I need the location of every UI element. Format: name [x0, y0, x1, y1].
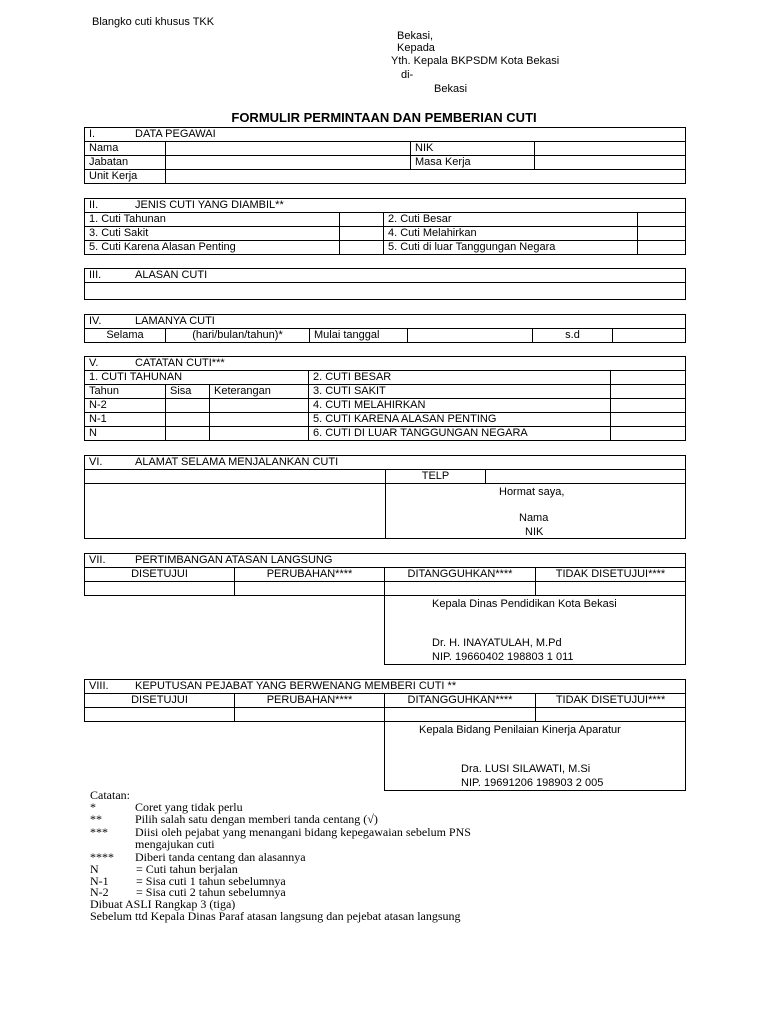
section-catatan-cuti: [84, 356, 686, 441]
sisa-field[interactable]: [166, 427, 210, 441]
section-pertimbangan: [84, 553, 686, 665]
signature-area: [386, 484, 686, 539]
hormat-label: Hormat saya,: [499, 486, 565, 498]
notes-title: Catatan:: [90, 788, 130, 802]
perubahan-header: PERUBAHAN****: [235, 568, 385, 582]
approver-signature-area: [385, 596, 686, 665]
kepada-label: Kepada: [397, 42, 435, 54]
alamat-field[interactable]: [85, 470, 386, 484]
nik-label: NIK: [411, 142, 535, 156]
note-row: * Coret yang tidak perlu: [90, 800, 243, 814]
rangkap-note: Dibuat ASLI Rangkap 3 (tiga): [90, 897, 236, 911]
unit-kerja-label: Unit Kerja: [85, 170, 166, 184]
nama-label: Nama: [85, 142, 166, 156]
section-header: VI. ALAMAT SELAMA MENJALANKAN CUTI: [85, 456, 686, 470]
catatan-label: 2. CUTI BESAR: [309, 371, 611, 385]
unit-kerja-field[interactable]: [166, 170, 686, 184]
disetujui-header: DISETUJUI: [85, 568, 235, 582]
official-signature-area: [385, 722, 686, 791]
mulai-tanggal-field[interactable]: [408, 329, 533, 343]
cuti-type-label: 5. Cuti Karena Alasan Penting: [85, 241, 340, 255]
approver-nip: NIP. 19660402 198803 1 011: [432, 651, 574, 663]
catatan-field[interactable]: [611, 371, 686, 385]
approver-name: Dr. H. INAYATULAH, M.Pd: [432, 637, 562, 649]
nik-field[interactable]: [535, 142, 686, 156]
catatan-label: 3. CUTI SAKIT: [309, 385, 611, 399]
section-header: II. JENIS CUTI YANG DIAMBIL**: [85, 199, 686, 213]
satuan-field[interactable]: (hari/bulan/tahun)*: [166, 329, 310, 343]
section-keputusan: [84, 679, 686, 791]
catatan-label: 6. CUTI DI LUAR TANGGUNGAN NEGARA: [309, 427, 611, 441]
official-nip: NIP. 19691206 198903 2 005: [461, 777, 604, 789]
perubahan-field[interactable]: [235, 582, 385, 596]
sd-label: s.d: [533, 329, 613, 343]
checkbox-cell[interactable]: [340, 213, 384, 227]
note-row: N = Cuti tahun berjalan: [90, 862, 238, 876]
section-header: IV. LAMANYA CUTI: [85, 315, 686, 329]
checkbox-cell[interactable]: [638, 241, 686, 255]
tahun-n1-label: N-1: [85, 413, 166, 427]
telp-field[interactable]: [486, 470, 686, 484]
masa-kerja-field[interactable]: [535, 156, 686, 170]
perubahan-header: PERUBAHAN****: [235, 694, 385, 708]
catatan-label: 5. CUTI KARENA ALASAN PENTING: [309, 413, 611, 427]
section-lamanya-cuti: [84, 314, 686, 343]
page-title: FORMULIR PERMINTAAN DAN PEMBERIAN CUTI: [231, 110, 537, 125]
sisa-field[interactable]: [166, 413, 210, 427]
signer-nik-label: NIK: [525, 526, 544, 538]
alamat-field-2[interactable]: [85, 484, 386, 539]
section-header: III. ALASAN CUTI: [85, 269, 686, 283]
sisa-header: Sisa: [166, 385, 210, 399]
jabatan-label: Jabatan: [85, 156, 166, 170]
cuti-type-label: 5. Cuti di luar Tanggungan Negara: [384, 241, 638, 255]
perubahan-field[interactable]: [235, 708, 385, 722]
note-row: N-1 = Sisa cuti 1 tahun sebelumnya: [90, 874, 286, 888]
catatan-field[interactable]: [611, 427, 686, 441]
note-row: mengajukan cuti: [135, 837, 215, 851]
tidak-disetujui-field[interactable]: [536, 708, 686, 722]
tidak-disetujui-header: TIDAK DISETUJUI****: [536, 694, 686, 708]
section-header: I. DATA PEGAWAI: [85, 128, 686, 142]
tidak-disetujui-field[interactable]: [536, 582, 686, 596]
cuti-type-label: 4. Cuti Melahirkan: [384, 227, 638, 241]
note-row: **** Diberi tanda centang dan alasannya: [90, 850, 306, 864]
catatan-field[interactable]: [611, 385, 686, 399]
catatan-field[interactable]: [611, 399, 686, 413]
checkbox-cell[interactable]: [340, 227, 384, 241]
tidak-disetujui-header: TIDAK DISETUJUI****: [536, 568, 686, 582]
checkbox-cell[interactable]: [638, 227, 686, 241]
jabatan-field[interactable]: [166, 156, 411, 170]
tahun-n2-label: N-2: [85, 399, 166, 413]
section-data-pegawai: [84, 127, 686, 184]
form-label: Blangko cuti khusus TKK: [92, 16, 215, 28]
ditangguhkan-field[interactable]: [385, 582, 536, 596]
section-header: VII. PERTIMBANGAN ATASAN LANGSUNG: [85, 554, 686, 568]
catatan-label: 4. CUTI MELAHIRKAN: [309, 399, 611, 413]
disetujui-field[interactable]: [85, 708, 235, 722]
place-label: Bekasi,: [397, 30, 434, 42]
checkbox-cell[interactable]: [638, 213, 686, 227]
nama-field[interactable]: [166, 142, 411, 156]
disetujui-header: DISETUJUI: [85, 694, 235, 708]
section-header: V. CATATAN CUTI***: [85, 357, 686, 371]
section-alamat: [84, 455, 686, 539]
official-title: Kepala Bidang Penilaian Kinerja Aparatur: [419, 724, 621, 736]
checkbox-cell[interactable]: [340, 241, 384, 255]
tahun-n-label: N: [85, 427, 166, 441]
alasan-field[interactable]: [85, 283, 686, 300]
ditangguhkan-header: DITANGGUHKAN****: [385, 694, 536, 708]
keterangan-field[interactable]: [210, 399, 309, 413]
ditangguhkan-header: DITANGGUHKAN****: [385, 568, 536, 582]
signer-name-label: Nama: [519, 512, 549, 524]
keterangan-field[interactable]: [210, 413, 309, 427]
disetujui-field[interactable]: [85, 582, 235, 596]
di-label: di-: [401, 69, 414, 81]
keterangan-field[interactable]: [210, 427, 309, 441]
cuti-type-label: 1. Cuti Tahunan: [85, 213, 340, 227]
selama-label: Selama: [85, 329, 166, 343]
cuti-type-label: 3. Cuti Sakit: [85, 227, 340, 241]
sebelum-note: Sebelum ttd Kepala Dinas Paraf atasan langsung dan pejebat atasan langsung: [90, 909, 461, 923]
recipient-label: Yth. Kepala BKPSDM Kota Bekasi: [391, 55, 560, 67]
note-row: *** Diisi oleh pejabat yang menangani bidang kepegawaian sebelum PNS: [90, 825, 471, 839]
sisa-field[interactable]: [166, 399, 210, 413]
telp-label: TELP: [386, 470, 486, 484]
ditangguhkan-field[interactable]: [385, 708, 536, 722]
sampai-tanggal-field[interactable]: [613, 329, 686, 343]
masa-kerja-label: Masa Kerja: [411, 156, 535, 170]
approver-title: Kepala Dinas Pendidikan Kota Bekasi: [432, 598, 617, 610]
city-label: Bekasi: [434, 83, 468, 95]
section-header: VIII. KEPUTUSAN PEJABAT YANG BERWENANG MEMBERI CUTI **: [85, 680, 686, 694]
section-jenis-cuti: [84, 198, 686, 255]
note-row: N-2 = Sisa cuti 2 tahun sebelumnya: [90, 885, 286, 899]
keterangan-header: Keterangan: [210, 385, 309, 399]
cuti-tahunan-label: 1. CUTI TAHUNAN: [85, 371, 309, 385]
note-row: ** Pilih salah satu dengan memberi tanda centang (√): [90, 812, 378, 826]
cuti-type-label: 2. Cuti Besar: [384, 213, 638, 227]
mulai-tanggal-label: Mulai tanggal: [310, 329, 408, 343]
official-name: Dra. LUSI SILAWATI, M.Si: [461, 763, 591, 775]
section-alasan-cuti: [84, 268, 686, 300]
catatan-field[interactable]: [611, 413, 686, 427]
tahun-header: Tahun: [85, 385, 166, 399]
